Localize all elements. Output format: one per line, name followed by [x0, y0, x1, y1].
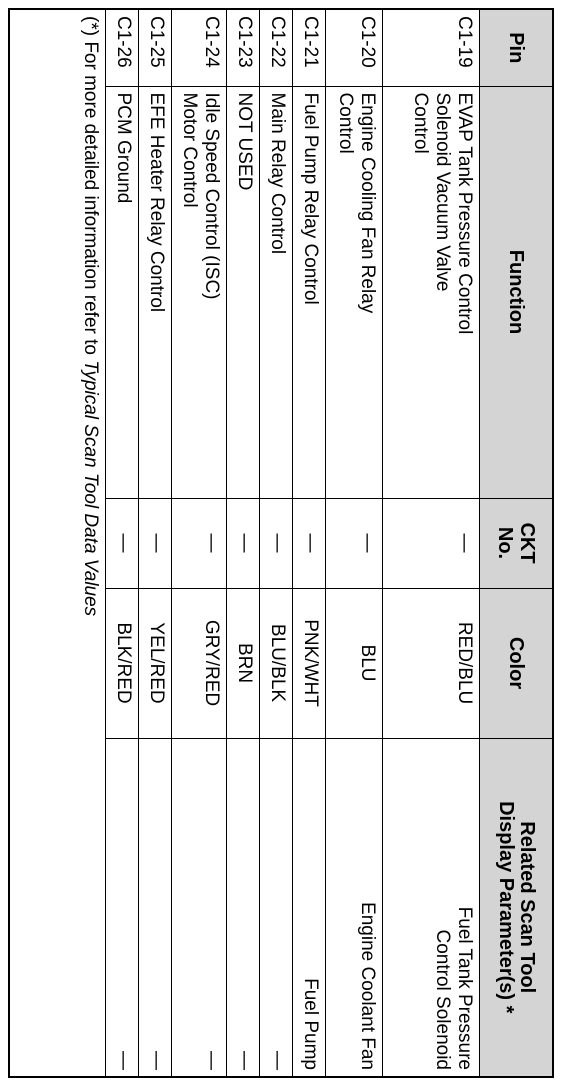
pin-cell: C1-25: [139, 10, 172, 86]
pinout-table: [105, 10, 552, 1076]
header-ckt-no: CKT No.: [480, 498, 553, 588]
pin-cell: C1-26: [106, 10, 139, 86]
scan-tool-cell: Fuel Pump: [293, 738, 326, 1076]
table-row: [139, 10, 172, 1076]
ckt-no-cell: —: [139, 498, 172, 588]
header-pin: Pin: [480, 10, 553, 86]
pin-cell: C1-19: [383, 10, 480, 86]
table-row: [227, 10, 260, 1076]
color-cell: GRY/RED: [172, 588, 227, 738]
header-scan-tool: Related Scan Tool Display Parameter(s) *: [480, 738, 553, 1076]
ckt-no-cell: —: [383, 498, 480, 588]
footnote-reference: Typical Scan Tool Data Values: [80, 360, 101, 617]
table-row: [172, 10, 227, 1076]
ckt-no-cell: —: [172, 498, 227, 588]
ckt-no-cell: —: [106, 498, 139, 588]
function-cell: Main Relay Control: [260, 86, 293, 498]
color-cell: BRN: [227, 588, 260, 738]
table-row: [106, 10, 139, 1076]
function-cell: PCM Ground: [106, 86, 139, 498]
color-cell: YEL/RED: [139, 588, 172, 738]
color-cell: PNK/WHT: [293, 588, 326, 738]
pin-cell: C1-22: [260, 10, 293, 86]
pin-cell: C1-21: [293, 10, 326, 86]
table-header-row: [480, 10, 553, 1076]
footnote-text: (*) For more detailed information refer to: [80, 16, 101, 355]
pin-cell: C1-24: [172, 10, 227, 86]
table-row: [260, 10, 293, 1076]
scan-tool-cell: —: [227, 738, 260, 1076]
color-cell: BLK/RED: [106, 588, 139, 738]
ckt-no-cell: —: [260, 498, 293, 588]
scan-tool-cell: —: [139, 738, 172, 1076]
function-cell: Engine Cooling Fan Relay Control: [326, 86, 383, 498]
scan-tool-cell: —: [260, 738, 293, 1076]
pin-cell: C1-23: [227, 10, 260, 86]
ckt-no-cell: —: [326, 498, 383, 588]
function-cell: NOT USED: [227, 86, 260, 498]
function-cell: EVAP Tank Pressure Control Solenoid Vacuum Valve Control: [383, 86, 480, 498]
color-cell: RED/BLU: [383, 588, 480, 738]
function-cell: EFE Heater Relay Control: [139, 86, 172, 498]
color-cell: BLU: [326, 588, 383, 738]
header-color: Color: [480, 588, 553, 738]
header-function: Function: [480, 86, 553, 498]
footnote: [75, 10, 105, 1076]
pinout-document: [8, 8, 554, 1078]
function-cell: Idle Speed Control (ISC) Motor Control: [172, 86, 227, 498]
scan-tool-cell: —: [106, 738, 139, 1076]
color-cell: BLU/BLK: [260, 588, 293, 738]
table-row: [293, 10, 326, 1076]
pin-cell: C1-20: [326, 10, 383, 86]
ckt-no-cell: —: [293, 498, 326, 588]
scan-tool-cell: —: [172, 738, 227, 1076]
ckt-no-cell: —: [227, 498, 260, 588]
scan-tool-cell: Fuel Tank Pressure Control Solenoid: [383, 738, 480, 1076]
function-cell: Fuel Pump Relay Control: [293, 86, 326, 498]
table-row: [326, 10, 383, 1076]
scan-tool-cell: Engine Coolant Fan: [326, 738, 383, 1076]
table-row: [383, 10, 480, 1076]
